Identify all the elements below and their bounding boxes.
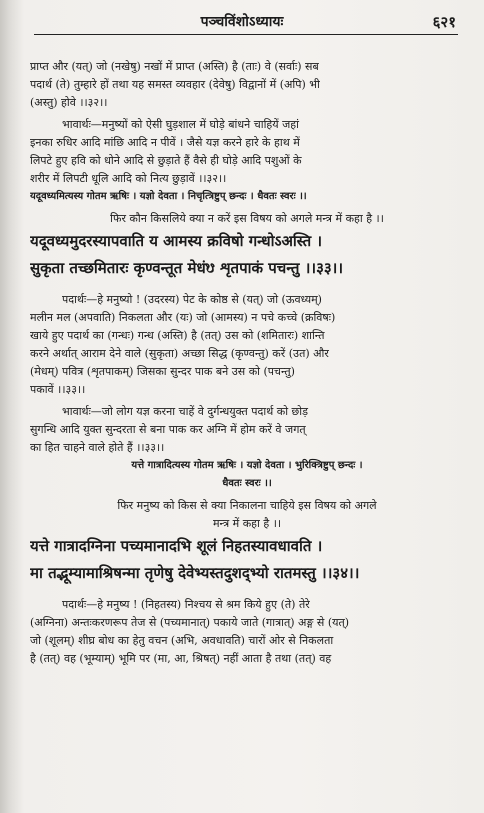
text-line: खाये हुए पदार्थ का (गन्धः) गन्ध (अस्ति) है (तत्) उस को (शमितारः) शान्ति	[30, 329, 325, 342]
text-line: पकावें ।।३३।।	[30, 383, 86, 396]
page-body	[30, 58, 464, 668]
text-line: भावार्थः—जो लोग यज्ञ करना चाहें वे दुर्गन्धयुक्त पदार्थ को छोड़	[62, 405, 309, 418]
text-line: (अस्तु) होवे ।।३२।।	[30, 96, 108, 109]
text-line: (मेधम्) पवित्र (शृतपाकम्) जिसका सुन्दर पाक बने उस को (पचन्तु)	[30, 365, 295, 378]
text-line: करने अर्थात् आराम देने वाले (सुकृता) अच्छा सिद्ध (कृण्वन्तु) करें (उत) और	[30, 347, 329, 360]
text-line: लिपटे हुए हवि को धोने आदि से छुड़ाते हैं वैसे ही घोड़े आदि पशुओं के	[30, 154, 302, 167]
text-line: (अग्निना) अन्तःकरणरूप तेज से (पच्यमानात्) पकाये जाते (गात्रात्) अङ्ग से (यत्)	[30, 616, 350, 629]
text-line: पदार्थः—हे मनुष्यो ! (उदरस्य) पेट के कोष्ठ से (यत्) जो (ऊवध्यम्)	[62, 293, 322, 306]
topic-intro-33: फिर कौन किसलिये क्या न करें इस विषय को अगले मन्त्र में कहा है ।।	[110, 212, 384, 225]
rishi-devata-line: यत्ते गात्रादित्यस्य गोतम ऋषिः । यज्ञो देवता । भुरिक्त्रिष्टुप् छन्दः ।	[131, 460, 363, 471]
text-line: का हित चाहने वाले होते हैं ।।३३।।	[30, 441, 165, 454]
padartha-34	[30, 596, 464, 668]
mantra-33	[30, 228, 464, 282]
mantra-line: यदूवध्यमुदरस्यापवाति य आमस्य क्रविषो गन्धोऽअस्ति ।	[30, 232, 323, 250]
text-line: शरीर में लिपटी धूलि आदि को नित्य छुड़ावें ।।३२।।	[30, 172, 227, 185]
text-line: प्राप्त और (यत्) जो (नखेषु) नखों में प्राप्त (अस्ति) है (ताः) वे (सर्वाः) सब	[30, 60, 319, 73]
page-header	[0, 12, 484, 34]
mantra-line: मा तद्भूम्यामाश्रिषन्मा तृणेषु देवेभ्यस्तदुशद्भ्यो रातमस्तु ।।३४।।	[30, 564, 360, 582]
text-line: मलीन मल (अपवाति) निकलता और (यः) जो (आमस्य) न पचे कच्चे (क्रविषः)	[30, 311, 336, 324]
text-line: है (तत्) वह (भूम्याम्) भूमि पर (मा, आ, श्रिषत्) नहीं आता है तथा (तत्) वह	[30, 652, 332, 665]
mantra-34	[30, 533, 464, 587]
text-line: पदार्थः—हे मनुष्य ! (निहतस्य) निश्चय से श्रम किये हुए (ते) तेरे	[62, 598, 310, 611]
text-line: जो (शूलम्) शीघ्र बोध का हेतु वचन (अभि, अवधावति) चारों ओर से निकलता	[30, 634, 334, 647]
text-line: सुगन्धि आदि युक्त सुन्दरता से बना पाक कर अग्नि में होम करें वे जगत्	[30, 423, 306, 436]
topic-intro-34: फिर मनुष्य को किस से क्या निकालना चाहिये इस विषय को अगले	[117, 499, 377, 512]
header-rule	[34, 34, 458, 35]
svara-line: धैवतः स्वरः ।।	[222, 478, 272, 489]
chapter-title: पञ्चविंशोऽध्यायः	[200, 14, 284, 30]
rishi-devata-line: यदूवध्यमित्यस्य गोतम ऋषिः । यज्ञो देवता । निचृत्त्रिष्टुप् छन्दः । धैवतः स्वरः ।।	[30, 191, 307, 202]
mantra-line: यत्ते गात्रादग्निना पच्यमानादभि शूलं निहतस्यावधावति ।	[30, 537, 323, 555]
page-number: ६२१	[432, 13, 456, 31]
text-line: भावार्थः—मनुष्यों को ऐसी घुड़शाल में घोड़े बांधने चाहियें जहां	[62, 118, 299, 131]
mantra-line: सुकृता तच्छमितारः कृण्वन्तूत मेधंᳪ शृतपाकं पचन्तु ।।३३।।	[30, 259, 344, 277]
bhavartha-33	[30, 403, 464, 457]
text-line: इनका रुधिर आदि मांछि आदि न पीवें । जैसे यज्ञ करने हारे के हाथ में	[30, 136, 300, 149]
padartha-33	[30, 291, 464, 399]
text-line: पदार्थ (ते) तुम्हारे हों तथा यह समस्त व्यवहार (देवेषु) विद्वानों में (अपि) भी	[30, 78, 320, 91]
padartha-32-continuation	[30, 58, 464, 112]
topic-intro-34-end: मन्त्र में कहा है ।।	[212, 517, 282, 530]
bhavartha-32	[30, 116, 464, 188]
